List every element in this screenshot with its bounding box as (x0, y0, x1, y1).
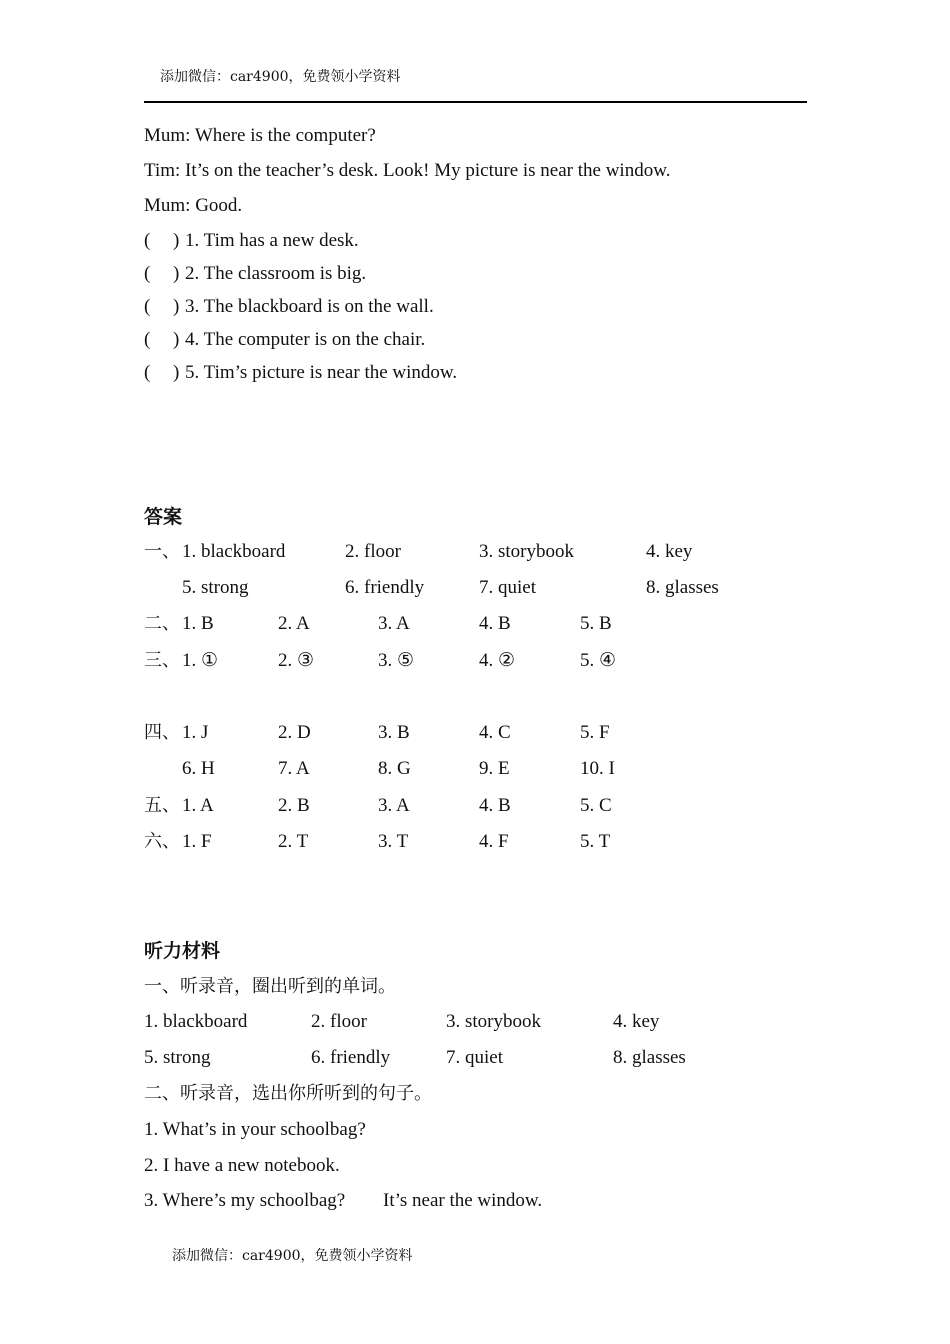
answer-cell: 5. F (580, 722, 610, 743)
answer-cell: 7. A (278, 758, 310, 779)
answers-heading: 答案 (144, 506, 183, 528)
answer-cell: 2. ③ (278, 650, 315, 671)
answer-cell: 4. ② (479, 650, 516, 671)
answer-cell: 4. C (479, 722, 511, 743)
header-note: 添加微信：car4900，免费领小学资料 (160, 69, 401, 85)
answer-cell: 2. B (278, 795, 310, 816)
listening-word: 7. quiet (446, 1047, 503, 1068)
answer-cell: 1. A (182, 795, 214, 816)
answer-cell: 5. ④ (580, 650, 617, 671)
answer-cell: 1. B (182, 613, 214, 634)
listening-word: 4. key (613, 1011, 660, 1032)
answer-cell: 5. B (580, 613, 612, 634)
section-prefix: 一、 (144, 541, 180, 562)
answer-blank-open: ( (144, 329, 151, 350)
answer-blank-close: ) (173, 263, 180, 284)
listening-sentence: 2. I have a new notebook. (144, 1155, 340, 1176)
answer-cell: 5. C (580, 795, 612, 816)
answer-cell: 3. A (378, 795, 410, 816)
answer-cell: 4. F (479, 831, 509, 852)
listening-part1-title: 一、听录音，圈出听到的单词。 (144, 976, 396, 997)
answer-cell: 7. quiet (479, 577, 536, 598)
statement: 3. The blackboard is on the wall. (185, 296, 434, 317)
listening-word: 6. friendly (311, 1047, 391, 1068)
answer-cell: 9. E (479, 758, 510, 779)
answer-blank-close: ) (173, 296, 180, 317)
answer-cell: 6. H (182, 758, 215, 779)
statement: 5. Tim’s picture is near the window. (185, 362, 458, 383)
answer-cell: 2. A (278, 613, 310, 634)
statement: 2. The classroom is big. (185, 263, 367, 284)
answer-cell: 3. B (378, 722, 410, 743)
dialogue-line: Mum: Good. (144, 195, 243, 216)
answer-blank-open: ( (144, 263, 151, 284)
dialogue-line: Mum: Where is the computer? (144, 125, 376, 146)
answer-blank-open: ( (144, 230, 151, 251)
header-divider (144, 101, 807, 103)
statement: 1. Tim has a new desk. (185, 230, 359, 251)
answer-cell: 1. F (182, 831, 212, 852)
listening-word: 1. blackboard (144, 1011, 248, 1032)
answer-cell: 1. J (182, 722, 209, 743)
listening-word: 5. strong (144, 1047, 211, 1068)
statement: 4. The computer is on the chair. (185, 329, 426, 350)
answer-blank-open: ( (144, 362, 151, 383)
answer-cell: 10. I (580, 758, 615, 779)
answer-cell: 5. T (580, 831, 611, 852)
answer-cell: 2. T (278, 831, 309, 852)
dialogue-line: Tim: It’s on the teacher’s desk. Look! My picture is near the window. (144, 160, 671, 181)
section-prefix: 三、 (144, 650, 180, 671)
answer-cell: 8. G (378, 758, 411, 779)
answer-cell: 1. ① (182, 650, 219, 671)
listening-sentence: 1. What’s in your schoolbag? (144, 1119, 366, 1140)
answer-cell: 4. key (646, 541, 693, 562)
answer-cell: 3. storybook (479, 541, 574, 562)
answer-blank-close: ) (173, 230, 180, 251)
answer-cell: 2. floor (345, 541, 401, 562)
answer-cell: 2. D (278, 722, 311, 743)
answer-cell: 4. B (479, 613, 511, 634)
listening-part2-title: 二、听录音，选出你所听到的句子。 (144, 1083, 432, 1104)
section-prefix: 四、 (144, 722, 180, 743)
answer-blank-close: ) (173, 329, 180, 350)
listening-word: 8. glasses (613, 1047, 686, 1068)
listening-word: 2. floor (311, 1011, 367, 1032)
answer-cell: 3. ⑤ (378, 650, 415, 671)
answer-cell: 1. blackboard (182, 541, 286, 562)
answer-blank-open: ( (144, 296, 151, 317)
footer-note: 添加微信：car4900，免费领小学资料 (172, 1248, 413, 1264)
answer-cell: 3. T (378, 831, 409, 852)
answer-cell: 3. A (378, 613, 410, 634)
section-prefix: 六、 (144, 831, 180, 852)
answer-cell: 4. B (479, 795, 511, 816)
listening-sentence: It’s near the window. (383, 1190, 543, 1211)
listening-word: 3. storybook (446, 1011, 541, 1032)
answer-blank-close: ) (173, 362, 180, 383)
answer-cell: 6. friendly (345, 577, 425, 598)
section-prefix: 二、 (144, 613, 180, 634)
section-prefix: 五、 (144, 795, 180, 816)
answer-cell: 8. glasses (646, 577, 719, 598)
listening-heading: 听力材料 (144, 940, 221, 962)
listening-sentence: 3. Where’s my schoolbag? (144, 1190, 346, 1211)
answer-cell: 5. strong (182, 577, 249, 598)
